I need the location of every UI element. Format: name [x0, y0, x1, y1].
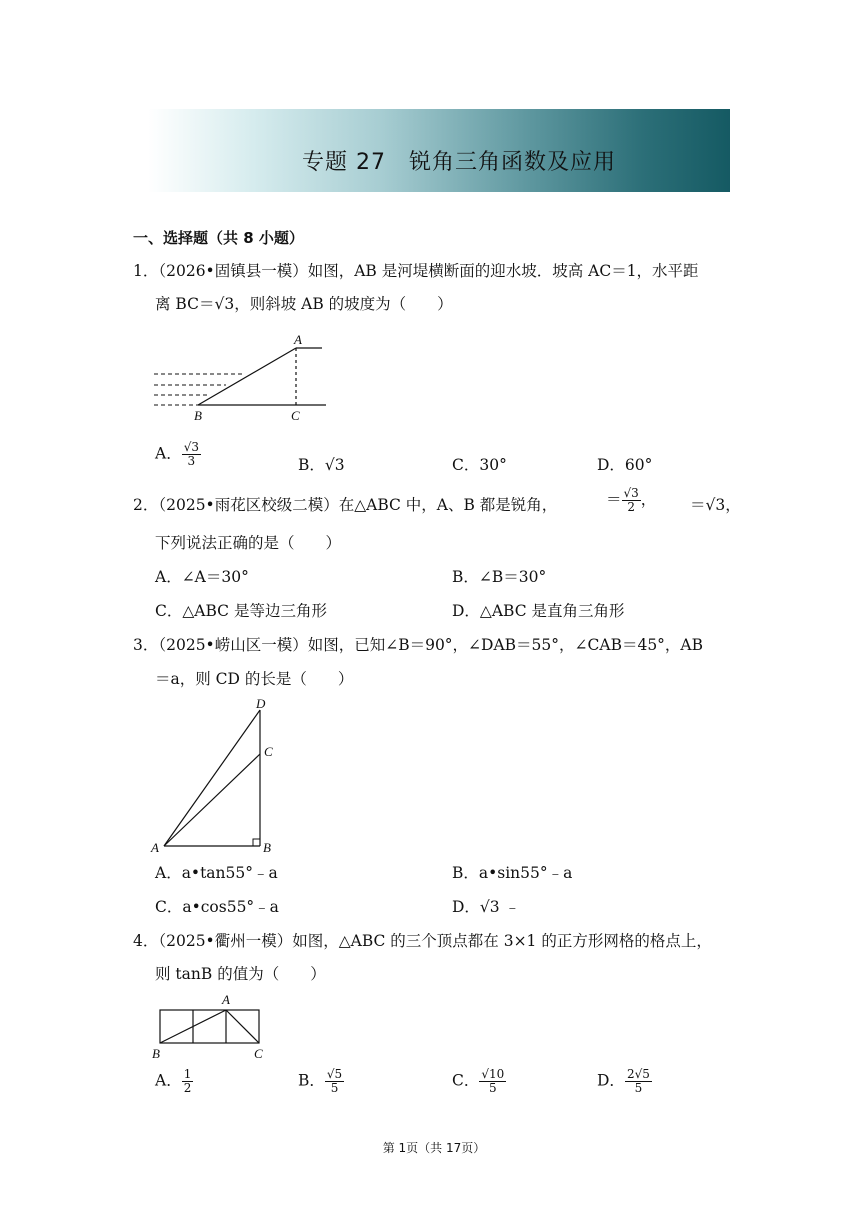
- q2-option-d[interactable]: D．△ABC 是直角三角形: [452, 602, 625, 620]
- q1-option-a[interactable]: A． $\frac{√3}{3}$: [155, 440, 199, 469]
- q4-label-b: B: [152, 1046, 160, 1061]
- q1-label-c: C: [291, 408, 300, 423]
- q4-stem-line1: 4．（2025•衢州一模）如图，△ABC 的三个顶点都在 3×1 的正方形网格的格点上，: [133, 932, 712, 950]
- q2-option-c[interactable]: C．△ABC 是等边三角形: [155, 602, 327, 620]
- q1-label-b: B: [194, 408, 202, 423]
- q4-label-a: A: [222, 992, 230, 1007]
- q1-option-c[interactable]: C．30°: [452, 456, 507, 474]
- q4-label-c: C: [254, 1046, 263, 1061]
- q1-stem-line2: 离 BC＝√3，则斜坡 AB 的坡度为（ ）: [155, 295, 453, 313]
- q1-option-a-fraction: $\frac{√3}{3}$: [183, 440, 199, 469]
- q4-option-c[interactable]: C． $\frac{√10}{5}$: [452, 1067, 505, 1096]
- q4-stem-line2: 则 tanB 的值为（ ）: [155, 965, 326, 983]
- q2-stem-line1: 2．（2025•雨花区校级二模）在△ABC 中，A、B 都是锐角，: [133, 496, 558, 514]
- q1-option-d[interactable]: D．60°: [597, 456, 653, 474]
- q3-option-b[interactable]: B．a•sin55°﹣a: [452, 864, 573, 882]
- q3-label-c: C: [264, 744, 273, 759]
- q4-option-d[interactable]: D． $\frac{2√5}{5}$: [597, 1067, 650, 1096]
- q3-label-b: B: [263, 840, 271, 855]
- q3-option-c[interactable]: C．a•cos55°﹣a: [155, 898, 279, 916]
- q4-option-b[interactable]: B． $\frac{√5}{5}$: [298, 1067, 343, 1096]
- q2-option-a[interactable]: A．∠A＝30°: [155, 568, 249, 586]
- q2-stem-line2: 下列说法正确的是（ ）: [155, 534, 342, 552]
- section-heading: 一、选择题（共 8 小题）: [133, 229, 304, 247]
- q2-option-b[interactable]: B．∠B＝30°: [452, 568, 547, 586]
- q3-stem-line1: 3．（2025•崂山区一模）如图，已知∠B＝90°，∠DAB＝55°，∠CAB＝45°，AB: [133, 636, 704, 654]
- q1-label-a: A: [294, 332, 302, 347]
- q3-option-a[interactable]: A．a•tan55°﹣a: [155, 864, 278, 882]
- q2-equation-2: ＝√3，: [690, 496, 741, 514]
- q4-option-a[interactable]: A． $\frac{1}{2}$: [155, 1067, 192, 1096]
- q2-equation-1: ＝ $\frac{√3}{2}$ ，: [606, 486, 657, 515]
- q1-figure: [150, 332, 330, 424]
- q3-label-a: A: [151, 840, 159, 855]
- q3-option-d[interactable]: D．√3 ﹣: [452, 898, 521, 916]
- q3-stem-line2: ＝a，则 CD 的长是（ ）: [155, 670, 354, 688]
- q3-figure: [148, 696, 278, 856]
- q1-option-b[interactable]: B．√3: [298, 456, 345, 474]
- q4-figure: [148, 990, 268, 1062]
- page-title: 专题 27 锐角三角函数及应用: [302, 150, 616, 175]
- page-number: 第 1页（共 17页）: [382, 1141, 486, 1155]
- q1-stem-line1: 1．（2026•固镇县一模）如图，AB 是河堤横断面的迎水坡．坡高 AC＝1，水平距: [133, 262, 699, 280]
- q3-label-d: D: [256, 696, 266, 711]
